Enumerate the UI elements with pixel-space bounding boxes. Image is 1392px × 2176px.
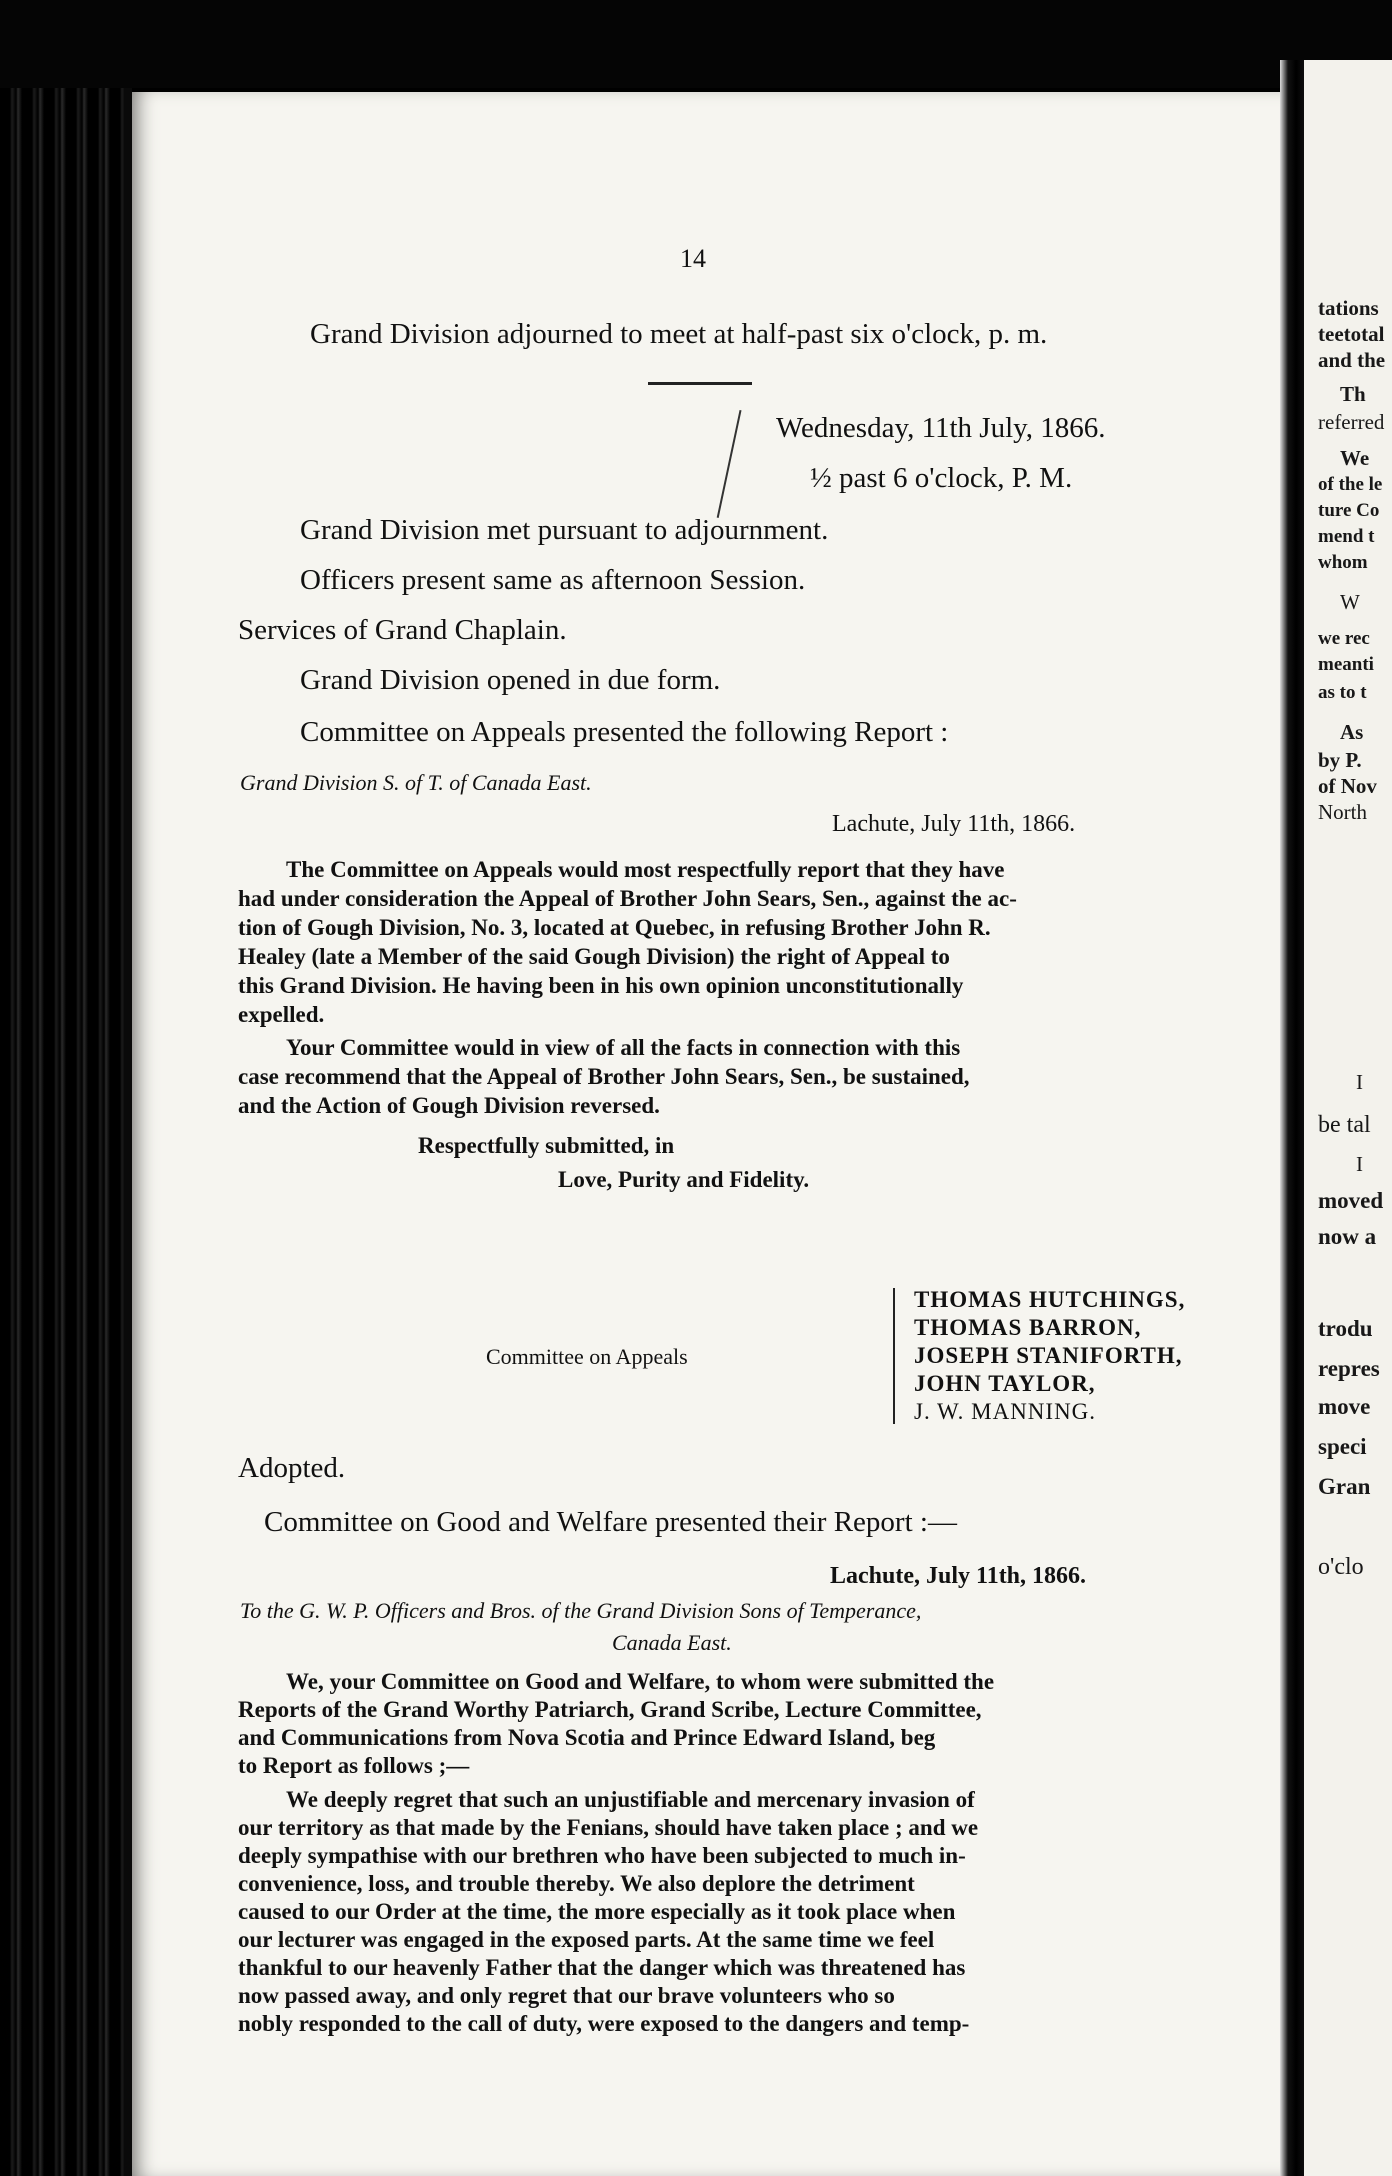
welfare-para2-line: our territory as that made by the Fenians, should have taken place ; and we (238, 1815, 979, 1840)
signatory-name: JOSEPH STANIFORTH, (914, 1343, 1183, 1368)
adjourn-line: Grand Division adjourned to meet at half-past six o'clock, p. m. (310, 318, 1048, 350)
section-rule (648, 382, 752, 385)
facing-page-fragment: now a (1318, 1224, 1377, 1249)
chaplain-line: Services of Grand Chaplain. (238, 614, 567, 646)
facing-page-fragment: referred (1318, 410, 1385, 434)
officers-line: Officers present same as afternoon Session. (300, 564, 806, 596)
welfare-address: Canada East. (612, 1630, 732, 1655)
pencil-mark (717, 410, 752, 520)
welfare-para1-line: to Report as follows ;— (238, 1753, 470, 1778)
appeals-para1-line: The Committee on Appeals would most respectfully report that they have (286, 857, 1005, 882)
facing-page-fragment: we rec (1318, 628, 1370, 649)
facing-page-fragment: W (1340, 590, 1360, 614)
facing-page-fragment: whom (1318, 552, 1368, 573)
welfare-address: To the G. W. P. Officers and Bros. of the Grand Division Sons of Temperance, (240, 1598, 922, 1623)
facing-page-fragment: North (1318, 800, 1367, 824)
facing-page-fragment: repres (1318, 1356, 1380, 1381)
time-heading: ½ past 6 o'clock, P. M. (810, 462, 1073, 494)
appeals-closing: Respectfully submitted, in (418, 1133, 675, 1158)
facing-page-fragment: speci (1318, 1434, 1367, 1459)
scan-top-border (0, 0, 1392, 88)
appeals-para2-line: Your Committee would in view of all the facts in connection with this (286, 1035, 961, 1060)
met-line: Grand Division met pursuant to adjournment. (300, 514, 829, 546)
facing-page-fragment: of the le (1318, 474, 1383, 495)
facing-page-fragment: meanti (1318, 654, 1374, 675)
facing-page-fragment: moved (1318, 1188, 1384, 1213)
facing-page-fragment: Th (1340, 382, 1366, 406)
welfare-para2-line: convenience, loss, and trouble thereby. We also deplore the detriment (238, 1871, 915, 1896)
facing-page-fragment: We (1340, 446, 1370, 470)
facing-page-fragment: by P. (1318, 748, 1362, 772)
facing-page-fragment: As (1340, 720, 1364, 744)
signatory-name: J. W. MANNING. (914, 1399, 1097, 1424)
welfare-intro: Committee on Good and Welfare presented their Report :— (264, 1506, 957, 1538)
book-spine (0, 88, 132, 2176)
appeals-para2-line: case recommend that the Appeal of Brother John Sears, Sen., be sustained, (238, 1064, 970, 1089)
facing-page-fragment: move (1318, 1394, 1371, 1419)
appeals-para2-line: and the Action of Gough Division reversed. (238, 1093, 660, 1118)
facing-page-fragment: trodu (1318, 1316, 1373, 1341)
book-page (132, 92, 1280, 2176)
signatory-name: THOMAS HUTCHINGS, (914, 1287, 1186, 1312)
facing-page-fragment: be tal (1318, 1112, 1371, 1138)
welfare-para2-line: now passed away, and only regret that our brave volunteers who so (238, 1983, 895, 2008)
facing-page-fragment: ture Co (1318, 500, 1380, 521)
facing-page-fragment: I (1356, 1152, 1363, 1176)
opened-line: Grand Division opened in due form. (300, 664, 721, 696)
facing-page-fragment: as to t (1318, 682, 1367, 703)
page-gutter (1280, 60, 1304, 2176)
page-number: 14 (680, 244, 706, 273)
welfare-place-date: Lachute, July 11th, 1866. (830, 1563, 1087, 1589)
appeals-para1-line: had under consideration the Appeal of Brother John Sears, Sen., against the ac- (238, 886, 1017, 911)
signatory-brace (893, 1288, 903, 1424)
facing-page-fragment: tations (1318, 296, 1379, 320)
welfare-para2-line: our lecturer was engaged in the exposed parts. At the same time we feel (238, 1927, 935, 1952)
welfare-para2-line: nobly responded to the call of duty, were exposed to the dangers and temp- (238, 2011, 970, 2036)
adopted-line: Adopted. (238, 1452, 346, 1484)
welfare-para2-line: thankful to our heavenly Father that the danger which was threatened has (238, 1955, 966, 1980)
facing-page-fragment: I (1356, 1070, 1363, 1094)
appeals-para1-line: tion of Gough Division, No. 3, located at Quebec, in refusing Brother John R. (238, 915, 991, 940)
signatory-name: JOHN TAYLOR, (914, 1371, 1096, 1396)
welfare-para2-line: caused to our Order at the time, the more especially as it took place when (238, 1899, 956, 1924)
appeals-place-date: Lachute, July 11th, 1866. (832, 811, 1076, 837)
facing-page-fragment: mend t (1318, 526, 1375, 547)
facing-page-fragment: o'clo (1318, 1554, 1364, 1580)
appeals-intro: Committee on Appeals presented the following Report : (300, 716, 949, 748)
facing-page-fragment: teetotal (1318, 322, 1385, 346)
appeals-para1-line: expelled. (238, 1002, 325, 1027)
welfare-para1-line: and Communications from Nova Scotia and Prince Edward Island, beg (238, 1725, 936, 1750)
appeals-para1-line: Healey (late a Member of the said Gough Division) the right of Appeal to (238, 944, 950, 969)
welfare-para1-line: We, your Committee on Good and Welfare, to whom were submitted the (286, 1669, 995, 1694)
facing-page-fragment: Gran (1318, 1474, 1371, 1499)
appeals-address: Grand Division S. of T. of Canada East. (240, 770, 592, 795)
appeals-closing: Love, Purity and Fidelity. (558, 1167, 810, 1192)
welfare-para1-line: Reports of the Grand Worthy Patriarch, Grand Scribe, Lecture Committee, (238, 1697, 982, 1722)
appeals-para1-line: this Grand Division. He having been in his own opinion unconstitutionally (238, 973, 964, 998)
welfare-para2-line: deeply sympathise with our brethren who have been subjected to much in- (238, 1843, 966, 1868)
facing-page-edge (1304, 60, 1392, 2176)
facing-page-fragment: and the (1318, 348, 1386, 372)
facing-page-fragment: of Nov (1318, 774, 1377, 798)
committee-label: Committee on Appeals (486, 1344, 688, 1369)
welfare-para2-line: We deeply regret that such an unjustifiable and mercenary invasion of (286, 1787, 975, 1812)
signatory-name: THOMAS BARRON, (914, 1315, 1142, 1340)
date-heading: Wednesday, 11th July, 1866. (776, 412, 1106, 444)
